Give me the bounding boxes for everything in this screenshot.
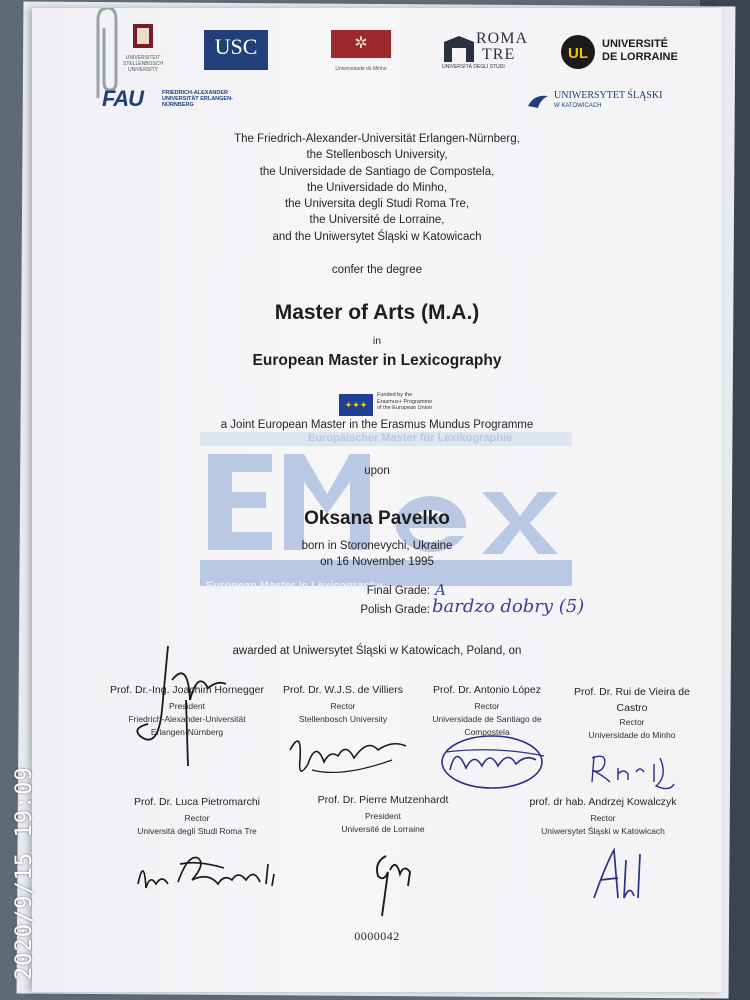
signatory-institution: Compostela: [464, 727, 510, 737]
signatory-institution: Universidade do Minho: [588, 730, 676, 740]
signatory-details: [562, 716, 702, 742]
program-title: European Master in Lexicography: [252, 352, 502, 369]
final-grade-label: Final Grade:: [366, 585, 430, 597]
silesia-line2: W KATOWICACH: [554, 103, 602, 109]
birth-details: [32, 538, 722, 570]
roma-tre-arch-icon: [442, 34, 476, 64]
watermark-bottom: European Master in Lexicography: [206, 580, 383, 592]
diploma-page: [32, 8, 722, 992]
university-line: the Universidade de Santiago de Compostela,: [259, 165, 495, 178]
minho-emblem-icon: ✲: [331, 30, 391, 58]
fau-logo-text: FAU: [102, 86, 143, 111]
signatory-details: [508, 812, 698, 838]
signature-vieira-de-castro: [584, 746, 694, 806]
polish-grade-label: Polish Grade:: [360, 604, 430, 616]
university-line: and the Uniwersytet Śląski w Katowicach: [272, 230, 482, 243]
stellenbosch-logo: [108, 22, 178, 73]
degree-title: Master of Arts (M.A.): [274, 301, 480, 324]
roma-tre-top: ROMA: [476, 30, 529, 47]
lorraine-line2: DE LORRAINE: [602, 51, 678, 63]
signatory-details: [298, 810, 468, 836]
signature-mutzenhardt: [358, 846, 418, 922]
signatory-institution: Friedrich-Alexander-Universität: [128, 714, 246, 724]
signatory-role: President: [169, 701, 205, 711]
signature-lopez: [436, 730, 546, 794]
signatory-role: Rector: [619, 717, 645, 727]
minho-logo: [328, 30, 394, 72]
usc-logo-text: USC: [214, 34, 258, 59]
svg-text:UL: UL: [568, 45, 588, 62]
signatory-name: Prof. Dr.-Ing. Joachim Hornegger: [109, 684, 265, 696]
signatory-name: Prof. Dr. Pierre Mutzenhardt: [317, 794, 449, 806]
final-grade-value: A: [435, 581, 446, 599]
signatory-institution: Uniwersytet Śląski w Katowicach: [541, 826, 665, 836]
roma-tre-sub: UNIVERSITÀ DEGLI STUDI: [442, 64, 505, 70]
signatory-role: Rector: [590, 813, 616, 823]
lorraine-ul-icon: [560, 34, 596, 70]
university-line: the Université de Lorraine,: [309, 214, 445, 227]
eu-line3: of the European Union: [377, 405, 433, 411]
fau-logo: [102, 86, 232, 112]
polish-grade-value: bardzo dobry (5): [432, 596, 585, 617]
eu-line1: Funded by the: [377, 392, 413, 398]
recipient-name: Oksana Pavelko: [304, 508, 450, 529]
stellenbosch-crest-icon: [130, 22, 156, 50]
signatory-name: Prof. Dr. Luca Pietromarchi: [133, 796, 261, 808]
joint-programme-text: a Joint European Master in the Erasmus Mundus Programme: [220, 419, 534, 431]
signatory-institution: Erlangen-Nürnberg: [150, 727, 224, 737]
university-line: the Universidade do Minho,: [307, 181, 447, 194]
eu-line2: Erasmus+ Programme: [377, 398, 433, 405]
signatory-institution: Université de Lorraine: [341, 824, 425, 834]
signatory-name: Prof. Dr. Antonio López: [433, 684, 541, 696]
signatory-name: Prof. Dr. W.J.S. de Villiers: [282, 684, 403, 696]
universities-list: [32, 131, 722, 245]
signatory-institution: Stellenbosch University: [298, 714, 388, 724]
signatory-name: Prof. Dr. Rui de Vieira de Castro: [574, 686, 690, 714]
university-line: the Universita degli Studi Roma Tre,: [284, 198, 470, 211]
university-line: The Friedrich-Alexander-Universität Erlangen-Nürnberg,: [234, 133, 520, 145]
signature-kowalczyk: [588, 844, 658, 906]
serial-number: 0000042: [354, 929, 400, 943]
in-text: in: [372, 335, 382, 347]
signatory-institution: Universidade de Santiago de: [432, 714, 542, 724]
signature-pietromarchi: [128, 844, 288, 904]
signatory-role: Rector: [184, 813, 210, 823]
eu-flag-icon: ✦✦✦: [339, 394, 373, 416]
stellenbosch-logo-text: UNIVERSITEIT STELLENBOSCH UNIVERSITY: [122, 55, 163, 73]
awarded-text: awarded at Uniwersytet Śląski w Katowicach, Poland, on: [232, 645, 522, 657]
photo-timestamp: 2020/9/15 19:09: [12, 766, 37, 980]
birth-date: on 16 November 1995: [320, 556, 434, 568]
signatory-role: Rector: [474, 701, 500, 711]
minho-logo-text: Universidade do Minho: [335, 66, 387, 72]
lorraine-line1: UNIVERSITÉ: [602, 38, 669, 50]
signatory-details: [112, 812, 282, 838]
fau-logo-sub: FRIEDRICH-ALEXANDER UNIVERSITÄT ERLANGEN-NÜRNBERG: [162, 90, 233, 108]
university-line: the Stellenbosch University,: [306, 149, 448, 162]
silesia-line1: UNIWERSYTET ŚLĄSKI: [554, 90, 663, 101]
signature-hornegger: [128, 640, 238, 770]
confer-text: confer the degree: [331, 264, 423, 276]
signature-de-villiers: [282, 720, 412, 784]
usc-logo: [204, 30, 268, 70]
signatory-name: prof. dr hab. Andrzej Kowalczyk: [529, 796, 677, 808]
watermark-top: Europäischer Master für Lexikographie: [308, 432, 513, 444]
silesia-emblem-icon: [526, 92, 550, 110]
signatory-role: President: [365, 811, 401, 821]
signatory-role: Rector: [330, 701, 356, 711]
birth-place: born in Storonevychi, Ukraine: [301, 540, 453, 552]
roma-tre-bottom: TRE: [482, 46, 516, 63]
upon-text: upon: [364, 465, 390, 477]
signatory-institution: Università degli Studi Roma Tre: [137, 826, 257, 836]
